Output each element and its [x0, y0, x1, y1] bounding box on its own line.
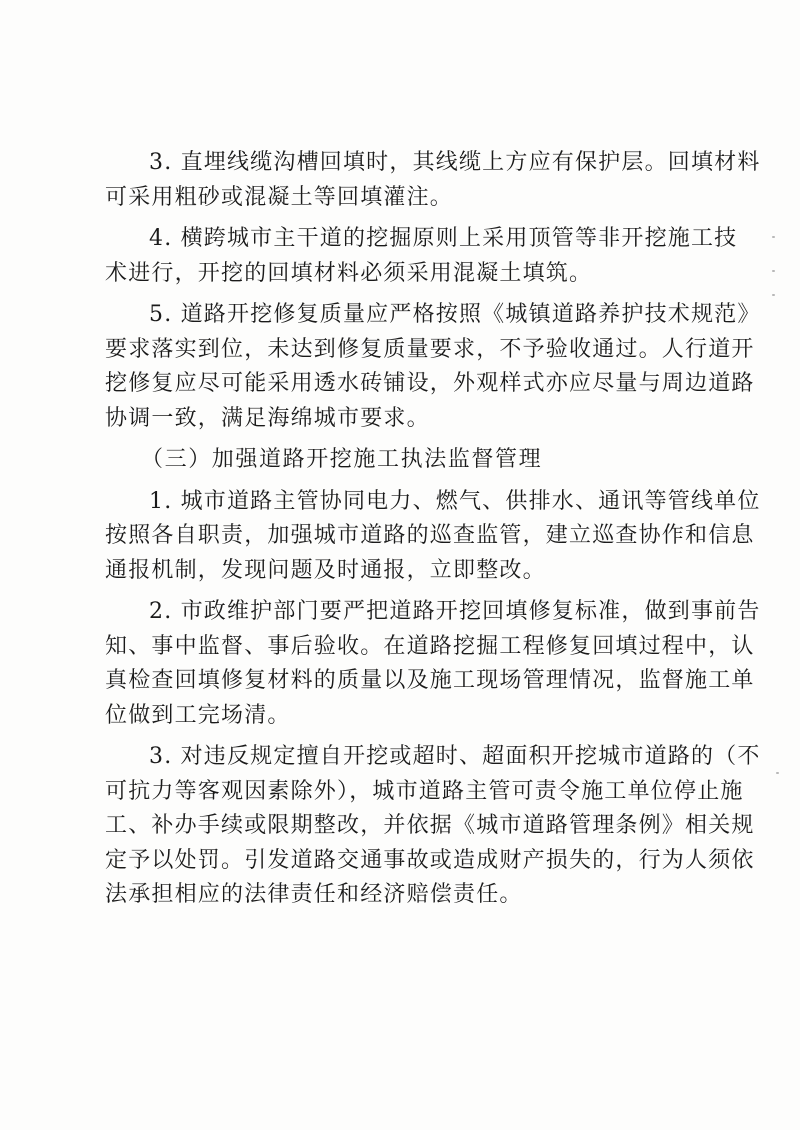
- paragraph-line: 可采用粗砂或混凝土等回填灌注。: [105, 184, 454, 210]
- paragraph-line: 通报机制，发现问题及时通报，立即整改。: [105, 557, 546, 583]
- paragraph-line: 术进行，开挖的回填材料必须采用混凝土填筑。: [105, 260, 593, 286]
- paragraph-line: 按照各自职责，加强城市道路的巡查监管，建立巡查协作和信息: [105, 523, 755, 548]
- paragraph-line: 位做到工完场清。: [105, 702, 291, 728]
- paragraph-item-4-trunk-road-crossing: [105, 222, 738, 291]
- paragraph-line: 挖修复应尽可能采用透水砖铺设，外观样式亦应尽量与周边道路: [105, 371, 755, 396]
- paragraph-line: 可抗力等客观因素除外），城市道路主管可责令施工单位停止施: [105, 778, 744, 804]
- paragraph-line: 3. 对违反规定擅自开挖或超时、超面积开挖城市道路的（不: [149, 744, 761, 769]
- paragraph-item-3-backfill-protection: [105, 146, 761, 215]
- paragraph-item-3-violations-penalties: [105, 740, 761, 913]
- paragraph-line: 法承担相应的法律责任和经济赔偿责任。: [105, 882, 523, 907]
- paragraph-line: 定予以处罚。引发道路交通事故或造成财产损失的，行为人须依: [105, 847, 755, 873]
- paragraph-line: 真检查回填修复材料的质量以及施工现场管理情况，监督施工单: [105, 668, 755, 693]
- scan-speck: [776, 772, 779, 774]
- paragraph-line: 工、补办手续或限期整改，并依据《城市道路管理条例》相关规: [105, 813, 755, 838]
- paragraph-line: 1. 城市道路主管协同电力、燃气、供排水、通讯等管线单位: [149, 488, 761, 514]
- paragraph-line: 知、事中监督、事后验收。在道路挖掘工程修复回填过程中，认: [105, 633, 755, 659]
- paragraph-line: 3. 直埋线缆沟槽回填时，其线缆上方应有保护层。回填材料: [149, 150, 761, 175]
- section-heading-enforcement: [105, 443, 705, 478]
- paragraph-item-5-repair-quality: [105, 298, 761, 436]
- paragraph-line: 5. 道路开挖修复质量应严格按照《城镇道路养护技术规范》: [149, 302, 761, 327]
- paragraph-line: 2. 市政维护部门要严把道路开挖回填修复标准，做到事前告: [149, 599, 761, 624]
- scan-speck: [772, 270, 775, 272]
- paragraph-line: 4. 横跨城市主干道的挖掘原则上采用顶管等非开挖施工技: [149, 226, 738, 251]
- paragraph-item-2-maintenance-standards: [105, 595, 761, 733]
- scan-speck: [772, 294, 775, 296]
- paragraph-line: 协调一致，满足海绵城市要求。: [105, 405, 430, 431]
- paragraph-item-1-patrol-supervision: [105, 485, 761, 589]
- document-body: [105, 146, 761, 913]
- paragraph-line: 要求落实到位，未达到修复质量要求，不予验收通过。人行道开: [105, 336, 755, 362]
- section-heading-line: （三）加强道路开挖施工执法监督管理: [141, 447, 543, 472]
- scan-speck: [772, 236, 775, 238]
